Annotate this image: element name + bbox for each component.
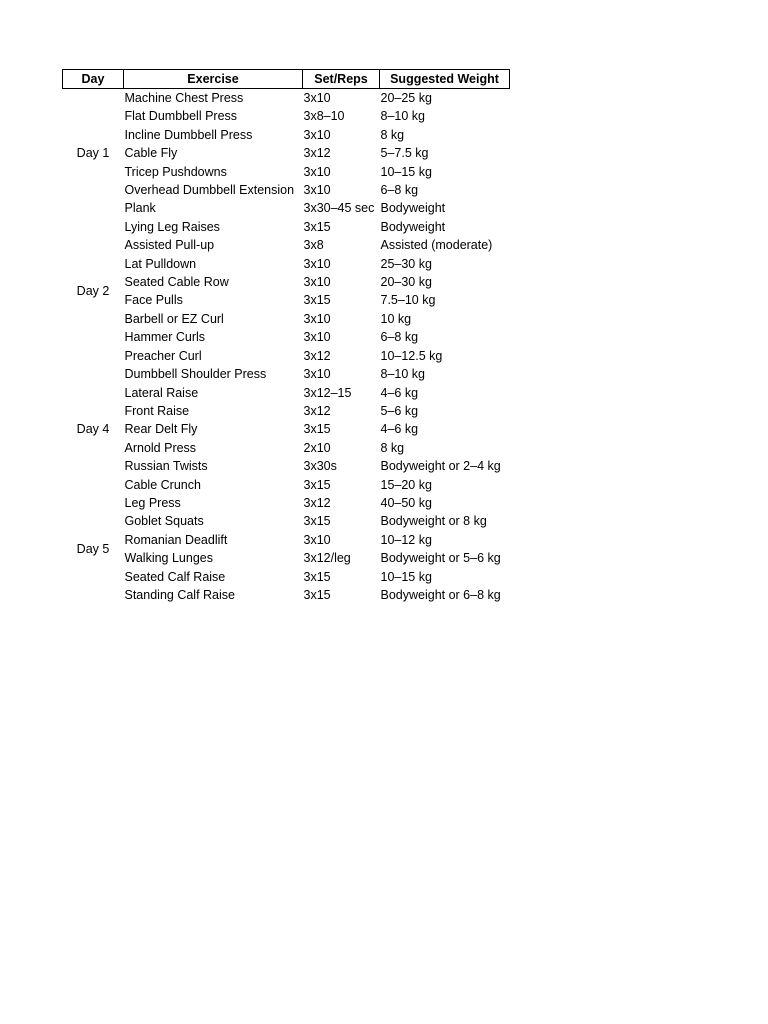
weight-cell: 10–15 kg — [380, 164, 432, 179]
sets-cell: 3x12 — [303, 403, 331, 418]
sets-cell: 3x10 — [303, 183, 331, 198]
exercise-cell: Russian Twists — [124, 459, 208, 474]
sets-cell: 3x10 — [303, 311, 331, 326]
exercise-cell: Leg Press — [124, 495, 181, 510]
weight-cell: Bodyweight or 6–8 kg — [380, 587, 501, 602]
weight-cell: Bodyweight — [380, 201, 446, 216]
exercise-cell: Machine Chest Press — [124, 91, 244, 105]
exercise-cell: Plank — [124, 201, 156, 216]
sets-cell: 3x8 — [303, 238, 324, 253]
weight-cell: 6–8 kg — [380, 330, 419, 345]
table-row — [63, 328, 510, 346]
weight-cell: 8–10 kg — [380, 367, 425, 382]
table-row — [63, 199, 510, 217]
table-row — [63, 457, 510, 475]
table-row — [63, 439, 510, 457]
weight-cell: 25–30 kg — [380, 256, 432, 271]
exercise-cell: Standing Calf Raise — [124, 587, 235, 602]
sets-cell: 3x10 — [303, 256, 331, 271]
weight-cell: 20–25 kg — [380, 91, 432, 105]
exercise-cell: Flat Dumbbell Press — [124, 109, 238, 124]
table-row — [63, 126, 510, 144]
header-day: Day — [63, 70, 124, 89]
sets-cell: 3x10 — [303, 127, 331, 142]
table-row — [63, 494, 510, 512]
weight-cell: 10–12.5 kg — [380, 348, 443, 363]
weight-cell: Bodyweight or 5–6 kg — [380, 551, 501, 566]
exercise-cell: Face Pulls — [124, 293, 183, 308]
table-row — [63, 365, 510, 383]
table-row — [63, 218, 510, 236]
exercise-cell: Rear Delt Fly — [124, 422, 198, 437]
exercise-cell: Lateral Raise — [124, 385, 199, 400]
table-row — [63, 384, 510, 402]
table-row — [63, 255, 510, 273]
exercise-cell: Arnold Press — [124, 440, 197, 455]
exercise-cell: Romanian Deadlift — [124, 532, 228, 547]
sets-cell: 3x12 — [303, 348, 331, 363]
sets-cell: 3x15 — [303, 422, 331, 437]
exercise-cell: Tricep Pushdowns — [124, 164, 227, 179]
sets-cell: 3x8–10 — [303, 109, 345, 124]
workout-table — [62, 69, 510, 604]
weight-cell: 4–6 kg — [380, 422, 419, 437]
table-row — [63, 568, 510, 586]
sets-cell: 3x10 — [303, 164, 331, 179]
table-row — [63, 273, 510, 291]
weight-cell: Bodyweight or 8 kg — [380, 514, 487, 529]
sets-cell: 3x15 — [303, 569, 331, 584]
sets-cell: 3x10 — [303, 532, 331, 547]
sets-cell: 3x12/leg — [303, 551, 351, 566]
exercise-cell: Seated Calf Raise — [124, 569, 226, 584]
table-row — [63, 476, 510, 494]
day-cell: Day 4 — [76, 422, 110, 437]
day-cell: Day 1 — [76, 146, 110, 161]
sets-cell: 3x15 — [303, 477, 331, 492]
weight-cell: Assisted (moderate) — [380, 238, 493, 253]
day-cell: Day 5 — [76, 541, 110, 556]
table-row — [63, 163, 510, 181]
weight-cell: 40–50 kg — [380, 495, 432, 510]
table-row — [63, 291, 510, 309]
table-row — [63, 107, 510, 125]
exercise-cell: Barbell or EZ Curl — [124, 311, 224, 326]
exercise-cell: Cable Fly — [124, 146, 178, 161]
sets-cell: 3x12 — [303, 146, 331, 161]
sets-cell: 3x15 — [303, 514, 331, 529]
table-row — [63, 236, 510, 254]
exercise-cell: Assisted Pull-up — [124, 238, 215, 253]
exercise-cell: Dumbbell Shoulder Press — [124, 367, 267, 382]
weight-cell: 5–7.5 kg — [380, 146, 429, 161]
day-cell: Day 2 — [76, 284, 110, 299]
exercise-cell: Walking Lunges — [124, 551, 213, 566]
table-row — [63, 531, 510, 549]
table-row — [63, 347, 510, 365]
exercise-cell: Incline Dumbbell Press — [124, 127, 253, 142]
weight-cell: 10–12 kg — [380, 532, 432, 547]
exercise-cell: Goblet Squats — [124, 514, 204, 529]
exercise-cell: Preacher Curl — [124, 348, 202, 363]
exercise-cell: Hammer Curls — [124, 330, 206, 345]
weight-cell: 10–15 kg — [380, 569, 432, 584]
weight-cell: 8–10 kg — [380, 109, 425, 124]
sets-cell: 3x10 — [303, 275, 331, 290]
sets-cell: 3x30s — [303, 459, 337, 474]
weight-cell: Bodyweight — [380, 219, 446, 234]
sets-cell: 3x30–45 sec — [303, 201, 375, 216]
exercise-cell: Lying Leg Raises — [124, 219, 220, 234]
exercise-cell: Front Raise — [124, 403, 190, 418]
weight-cell: 8 kg — [380, 127, 405, 142]
exercise-cell: Overhead Dumbbell Extension — [124, 183, 295, 198]
sets-cell: 3x12–15 — [303, 385, 352, 400]
table-row — [63, 144, 510, 162]
weight-cell: 15–20 kg — [380, 477, 432, 492]
table-row — [63, 402, 510, 420]
table-row — [63, 89, 510, 108]
weight-cell: Bodyweight or 2–4 kg — [380, 459, 501, 474]
table-row — [63, 420, 510, 438]
sets-cell: 3x10 — [303, 367, 331, 382]
table-row — [63, 310, 510, 328]
weight-cell: 6–8 kg — [380, 183, 419, 198]
sets-cell: 3x15 — [303, 293, 331, 308]
table-row — [63, 586, 510, 604]
table-row — [63, 549, 510, 567]
sets-cell: 3x10 — [303, 330, 331, 345]
header-exercise: Exercise — [124, 70, 303, 89]
exercise-cell: Seated Cable Row — [124, 275, 229, 290]
header-weight: Suggested Weight — [380, 70, 510, 89]
table-body — [63, 89, 510, 605]
sets-cell: 3x10 — [303, 91, 331, 105]
table-row — [63, 512, 510, 530]
weight-cell: 7.5–10 kg — [380, 293, 436, 308]
sets-cell: 3x12 — [303, 495, 331, 510]
exercise-cell: Lat Pulldown — [124, 256, 197, 271]
sets-cell: 3x15 — [303, 587, 331, 602]
table-row — [63, 181, 510, 199]
sets-cell: 2x10 — [303, 440, 331, 455]
weight-cell: 10 kg — [380, 311, 412, 326]
weight-cell: 20–30 kg — [380, 275, 432, 290]
header-row — [63, 70, 510, 89]
sets-cell: 3x15 — [303, 219, 331, 234]
weight-cell: 5–6 kg — [380, 403, 419, 418]
weight-cell: 4–6 kg — [380, 385, 419, 400]
table-header — [63, 70, 510, 89]
exercise-cell: Cable Crunch — [124, 477, 201, 492]
weight-cell: 8 kg — [380, 440, 405, 455]
header-sets: Set/Reps — [303, 70, 380, 89]
